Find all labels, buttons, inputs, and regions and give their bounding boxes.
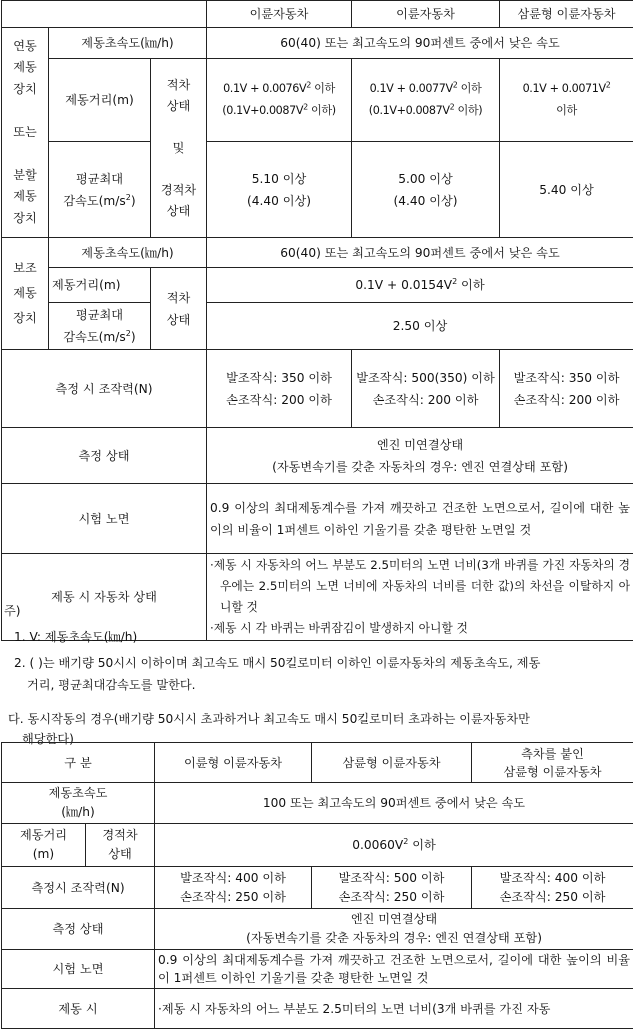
aux-speed-value: 60(40) 또는 최고속도의 90퍼센트 중에서 낮은 속도 (207, 238, 633, 268)
braking-speed-label: 제동초속도(㎞/h) (49, 28, 207, 59)
header-col-2: 이륜자동차 (352, 1, 500, 28)
decel-value-2: 5.00 이상 (4.40 이상) (352, 142, 500, 238)
decel-value-1: 5.10 이상 (4.40 이상) (207, 142, 352, 238)
speed-value: 100 또는 최고속도의 90퍼센트 중에서 낮은 속도 (155, 783, 633, 824)
aux-decel-label: 평균최대 감속도$(m/s^2)$ (49, 303, 151, 350)
aux-distance-value: $0.1V + 0.0154V^2$ 이하 (207, 268, 633, 303)
aux-load-label: 적차 상태 (151, 268, 207, 350)
road-value: 0.9 이상의 최대제동계수를 가져 깨끗하고 건조한 노면으로서, 길이에 대한 높이의 비율이 1퍼센트 이하인 기울기를 갖춘 평탄한 노면일 것 (155, 950, 633, 989)
table-row (2, 824, 633, 867)
aux-speed-label: 제동초속도(㎞/h) (49, 238, 207, 268)
table-row (2, 783, 633, 824)
table-row (2, 989, 633, 1029)
note-2-line-2: 거리, 평균최대감속도를 말한다. (27, 673, 633, 697)
load-label: 경적차 상태 (86, 824, 155, 867)
header-col-3: 삼륜형 이륜자동차 (500, 1, 633, 28)
table-row (2, 238, 633, 268)
section-heading-line-2: 해당한다) (22, 727, 633, 751)
header-item: 구 분 (2, 743, 155, 783)
force-label: 측정 시 조작력(N) (2, 350, 207, 428)
header-col-1: 이륜형 이륜자동차 (155, 743, 312, 783)
braking-speed-value: 60(40) 또는 최고속도의 90퍼센트 중에서 낮은 속도 (207, 28, 633, 59)
distance-label: 제동거리 (m) (2, 824, 86, 867)
aux-decel-value: 2.50 이상 (207, 303, 633, 350)
road-label: 시험 노면 (2, 484, 207, 554)
note-1: 1. V: 제동초속도(㎞/h) (14, 625, 633, 649)
road-value: 0.9 이상의 최대제동계수를 가져 깨끗하고 건조한 노면으로서, 길이에 대한 높이의 비율이 1퍼센트 이하인 기울기를 갖춘 평탄한 노면일 것 (207, 484, 633, 554)
force-value-1: 발조작식: 400 이하 손조작식: 250 이하 (155, 867, 312, 909)
note-2-line-1: 2. ( )는 배기량 50시시 이하이며 최고속도 매시 50킬로미터 이하인 이륜자동차의 제동초속도, 제동 (14, 651, 633, 675)
distance-value-3: $0.1V + 0.0071V^2$ 이하 (500, 59, 633, 142)
table-row (2, 909, 633, 950)
state-label: 측정 상태 (2, 428, 207, 484)
braking-table-1 (1, 0, 633, 641)
force-label: 측정시 조작력(N) (2, 867, 155, 909)
last-value: ·제동 시 자동차의 어느 부분도 2.5미터의 노면 너비(3개 바퀴를 가진 자동 (155, 989, 633, 1029)
last-label: 제동 시 (2, 989, 155, 1029)
header-blank (2, 1, 207, 28)
table-row (2, 303, 633, 350)
force-value-3: 발조작식: 350 이하 손조작식: 200 이하 (500, 350, 633, 428)
force-value-2: 발조작식: 500 이하 손조작식: 250 이하 (312, 867, 472, 909)
state-value: 엔진 미연결상태 (자동변속기를 갖춘 자동차의 경우: 엔진 연결상태 포함) (155, 909, 633, 950)
table-row (2, 867, 633, 909)
distance-value: $0.0060V^2$ 이하 (155, 824, 633, 867)
header-col-2: 삼륜형 이륜자동차 (312, 743, 472, 783)
main-brake-group-label: 연동 제동 장치 또는 분할 제동 장치 (2, 28, 49, 238)
table-row (2, 350, 633, 428)
header-col-1: 이륜자동차 (207, 1, 352, 28)
decel-value-3: 5.40 이상 (500, 142, 633, 238)
vehicle-state-label: 제동 시 자동차 상태 (2, 554, 207, 641)
braking-table-2 (1, 742, 633, 1029)
speed-label: 제동초속도 (㎞/h) (2, 783, 155, 824)
force-value-2: 발조작식: 500(350) 이하 손조작식: 200 이하 (352, 350, 500, 428)
table-header-row (2, 1, 633, 28)
force-value-1: 발조작식: 350 이하 손조작식: 200 이하 (207, 350, 352, 428)
table-row (2, 28, 633, 59)
table-row (2, 59, 633, 142)
notes-heading: 주) (4, 599, 633, 623)
state-value: 엔진 미연결상태 (자동변속기를 갖춘 자동차의 경우: 엔진 연결상태 포함) (207, 428, 633, 484)
header-col-3: 측차를 붙인 삼륜형 이륜자동차 (472, 743, 633, 783)
distance-value-1: $0.1V + 0.0076V^2$ 이하 ($0.1V+0.0087V^2$ 이하) (207, 59, 352, 142)
table-row (2, 142, 633, 238)
state-label: 측정 상태 (2, 909, 155, 950)
force-value-3: 발조작식: 400 이하 손조작식: 250 이하 (472, 867, 633, 909)
table-header-row (2, 743, 633, 783)
braking-distance-label: 제동거리(m) (49, 59, 151, 142)
aux-brake-group-label: 보조 제동 장치 (2, 238, 49, 350)
table-row (2, 268, 633, 303)
vehicle-state-value: ·제동 시 자동차의 어느 부분도 2.5미터의 노면 너비(3개 바퀴를 가진 자동차의 경우에는 2.5미터의 노면 너비에 자동차의 너비를 더한 값)의 차선을 이탈하지 아니할 것 ·제동 시 각 바퀴는 바퀴잠김이 발생하지 아니할 것 (207, 554, 633, 641)
table-row (2, 950, 633, 989)
road-label: 시험 노면 (2, 950, 155, 989)
avg-decel-label: 평균최대 감속도$(m/s^2)$ (49, 142, 151, 238)
aux-distance-label: 제동거리(m) (49, 268, 151, 303)
table-row (2, 484, 633, 554)
section-heading-line-1: 다. 동시작동의 경우(배기량 50시시 초과하거나 최고속도 매시 50킬로미터 초과하는 이륜자동차만 (8, 707, 633, 731)
table-row (2, 428, 633, 484)
distance-value-2: $0.1V + 0.0077V^2$ 이하 ($0.1V+0.0087V^2$ 이하) (352, 59, 500, 142)
load-state-label: 적차 상태 및 경적차 상태 (151, 59, 207, 238)
